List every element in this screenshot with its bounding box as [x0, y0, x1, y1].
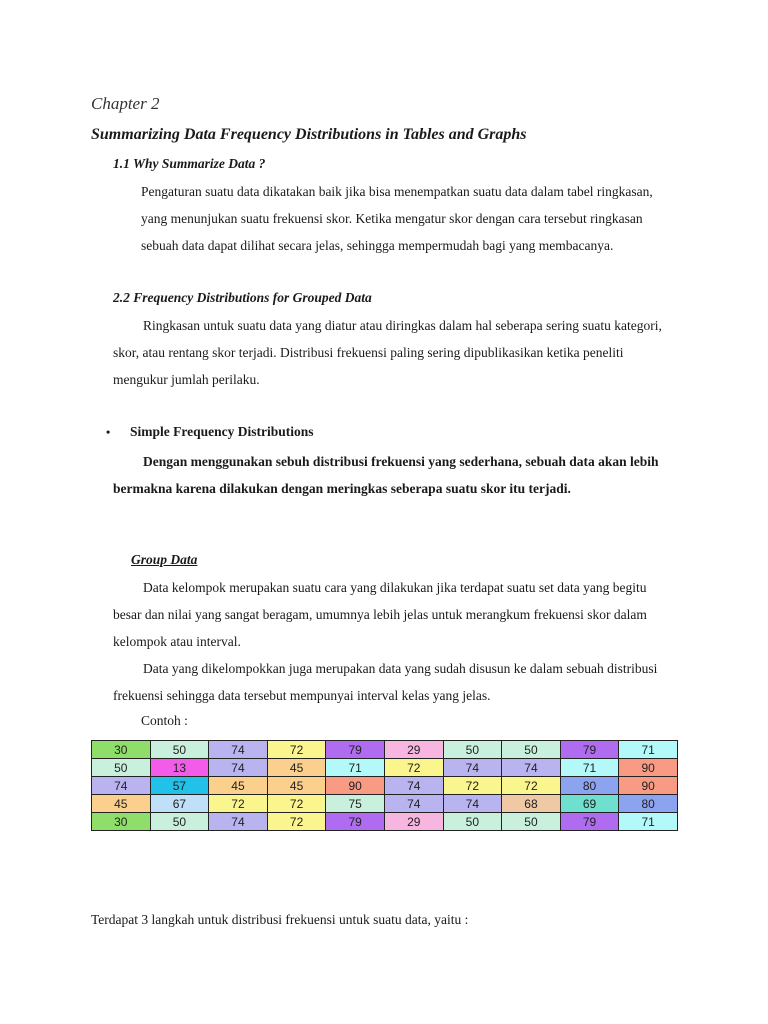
- section-2-2-heading: 2.2 Frequency Distributions for Grouped Data: [113, 290, 372, 305]
- table-cell: 50: [502, 813, 561, 831]
- table-cell: 50: [443, 813, 502, 831]
- bullet-label: Simple Frequency Distributions: [130, 424, 314, 439]
- table-cell: 79: [326, 741, 385, 759]
- table-cell: 79: [560, 813, 619, 831]
- table-cell: 72: [267, 795, 326, 813]
- table-cell: 72: [209, 795, 268, 813]
- table-cell: 30: [92, 741, 151, 759]
- table-cell: 71: [619, 813, 678, 831]
- table-cell: 30: [92, 813, 151, 831]
- table-cell: 45: [209, 777, 268, 795]
- table-cell: 72: [502, 777, 561, 795]
- table-cell: 71: [619, 741, 678, 759]
- data-table: [91, 740, 678, 831]
- table-cell: 50: [502, 741, 561, 759]
- chapter-label: Chapter 2: [91, 94, 160, 113]
- table-row: [92, 813, 678, 831]
- table-cell: 90: [326, 777, 385, 795]
- table-cell: 57: [150, 777, 209, 795]
- table-cell: 74: [209, 741, 268, 759]
- table-row: [92, 777, 678, 795]
- table-cell: 50: [443, 741, 502, 759]
- table-cell: 90: [619, 759, 678, 777]
- bullet-body: Dengan menggunakan sebuh distribusi frekuensi yang sederhana, sebuah data akan lebih bermakna karena dilakukan dengan meringkas seberapa suatu skor itu terjadi.: [113, 454, 659, 496]
- table-cell: 68: [502, 795, 561, 813]
- table-cell: 79: [326, 813, 385, 831]
- group-data-paragraph-2: Data yang dikelompokkan juga merupakan data yang sudah disusun ke dalam sebuah distribusi frekuensi sehingga data tersebut mempunyai interval kelas yang jelas.: [113, 661, 658, 703]
- table-cell: 71: [326, 759, 385, 777]
- table-cell: 45: [92, 795, 151, 813]
- table-cell: 74: [384, 777, 443, 795]
- table-cell: 50: [150, 813, 209, 831]
- table-cell: 29: [384, 741, 443, 759]
- section-1-1-body: Pengaturan suatu data dikatakan baik jika bisa menempatkan suatu data dalam tabel ringkasan, yang menunjukan suatu frekuensi skor. Ketika mengatur skor dengan cara tersebut ringkasan sebuah data dapat dilihat secara jelas, sehingga mempermudah bagi yang membacanya.: [141, 184, 653, 253]
- table-cell: 72: [443, 777, 502, 795]
- closing-sentence: Terdapat 3 langkah untuk distribusi frekuensi untuk suatu data, yaitu :: [91, 912, 469, 927]
- table-cell: 74: [443, 759, 502, 777]
- table-cell: 67: [150, 795, 209, 813]
- table-cell: 74: [502, 759, 561, 777]
- example-label: Contoh :: [141, 713, 188, 728]
- table-cell: 79: [560, 741, 619, 759]
- table-cell: 69: [560, 795, 619, 813]
- table-row: [92, 759, 678, 777]
- table-cell: 80: [619, 795, 678, 813]
- table-cell: 75: [326, 795, 385, 813]
- table-cell: 45: [267, 759, 326, 777]
- table-cell: 71: [560, 759, 619, 777]
- table-row: [92, 741, 678, 759]
- table-cell: 50: [92, 759, 151, 777]
- table-cell: 72: [267, 813, 326, 831]
- table-cell: 72: [267, 741, 326, 759]
- table-cell: 74: [209, 759, 268, 777]
- table-cell: 74: [384, 795, 443, 813]
- bullet-icon: •: [106, 425, 111, 439]
- bullet-item: [106, 424, 314, 440]
- group-data-paragraph-1: Data kelompok merupakan suatu cara yang dilakukan jika terdapat suatu set data yang begitu besar dan nilai yang sangat beragam, umumnya lebih jelas untuk merangkum frekuensi skor dalam kelompok atau interval.: [113, 580, 647, 649]
- table-cell: 74: [92, 777, 151, 795]
- table-cell: 72: [384, 759, 443, 777]
- table-cell: 45: [267, 777, 326, 795]
- table-row: [92, 795, 678, 813]
- section-1-1-heading: 1.1 Why Summarize Data ?: [113, 156, 266, 171]
- table-cell: 80: [560, 777, 619, 795]
- table-cell: 50: [150, 741, 209, 759]
- group-data-heading: Group Data: [131, 552, 198, 567]
- page-title: Summarizing Data Frequency Distributions in Tables and Graphs: [91, 126, 527, 143]
- table-cell: 74: [209, 813, 268, 831]
- section-2-2-body: Ringkasan untuk suatu data yang diatur atau diringkas dalam hal seberapa sering suatu kategori, skor, atau rentang skor terjadi. Distribusi frekuensi paling sering dipublikasikan ketika peneliti mengukur jumlah perilaku.: [113, 318, 662, 387]
- table-cell: 29: [384, 813, 443, 831]
- table-cell: 90: [619, 777, 678, 795]
- table-cell: 13: [150, 759, 209, 777]
- table-cell: 74: [443, 795, 502, 813]
